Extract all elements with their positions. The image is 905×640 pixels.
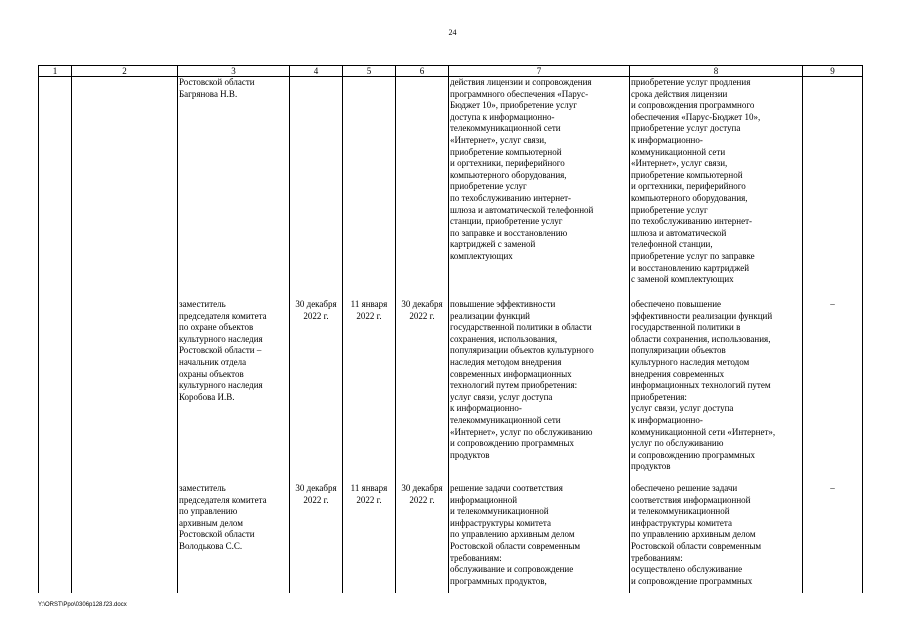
page-number: 24	[448, 28, 457, 37]
column-number: 1	[39, 66, 72, 77]
column-number: 9	[803, 66, 863, 77]
planned-result-cell: повышение эффективности реализации функций государственной политики в области сохранения, использования, популяризации объектов культурного наследия методом внедрения современных информационных технологий путем приобретения: услуг связи, услуг доступа к информационно- телекоммуникационной сети «Интернет», услуг по обслуживанию и сопровождению программных продуктов	[449, 299, 630, 483]
actual-result-cell: приобретение услуг продления срока действия лицензии и сопровождения программного обеспечения «Парус-Бюджет 10», приобретение услуг доступа к информационно- коммуникационной сети «Интернет», услуг связи, приобретение компьютерной и оргтехники, периферийного компьютерного оборудования, приобретение услуг по техобслуживанию интернет- шлюза и автоматической телефонной станции, приобретение услуг по заправке и восстановлению картриджей с заменой комплектующих	[630, 77, 803, 300]
responsible-person-cell: заместитель председателя комитета по управлению архивным делом Ростовской области Володькова С.С.	[178, 483, 290, 593]
notes-cell	[803, 77, 863, 300]
table-cell	[72, 299, 178, 483]
table-cell	[39, 77, 72, 300]
end-date-cell: 30 декабря 2022 г.	[396, 483, 449, 593]
column-number: 5	[343, 66, 396, 77]
table-row	[39, 299, 863, 483]
table-cell	[39, 483, 72, 593]
table-row	[39, 77, 863, 300]
start-date-cell	[343, 77, 396, 300]
responsible-person-cell: заместитель председателя комитета по охране объектов культурного наследия Ростовской области – начальник отдела охраны объектов культурного наследия Коробова И.В.	[178, 299, 290, 483]
end-date-cell: 30 декабря 2022 г.	[396, 299, 449, 483]
planned-date-cell	[290, 77, 343, 300]
actual-result-cell: обеспечено повышение эффективности реализации функций государственной политики в области сохранения, использования, популяризации объектов культурного наследия методом внедрения современных информационных технологий путем приобретения: услуг связи, услуг доступа к информационно- коммуникационной сети «Интернет», услуг по обслуживанию и сопровождению программных продуктов	[630, 299, 803, 483]
planned-date-cell: 30 декабря 2022 г.	[290, 299, 343, 483]
column-number: 2	[72, 66, 178, 77]
notes-cell: –	[803, 299, 863, 483]
planned-result-cell: действия лицензии и сопровождения программного обеспечения «Парус- Бюджет 10», приобретение услуг доступа к информационно- телекоммуникационной сети «Интернет», услуг связи, приобретение компьютерной и оргтехники, периферийного компьютерного оборудования, приобретение услуг по техобслуживанию интернет- шлюза и автоматической телефонной станции, приобретение услуг по заправке и восстановлению картриджей с заменой комплектующих	[449, 77, 630, 300]
responsible-person-cell: Ростовской области Багрянова Н.В.	[178, 77, 290, 300]
planned-date-cell: 30 декабря 2022 г.	[290, 483, 343, 593]
planned-result-cell: решение задачи соответствия информационной и телекоммуникационной инфраструктуры комитета по управлению архивным делом Ростовской области современным требованиям: обслуживание и сопровождение программных продуктов,	[449, 483, 630, 593]
table-cell	[39, 299, 72, 483]
table-cell	[72, 483, 178, 593]
column-number: 6	[396, 66, 449, 77]
end-date-cell	[396, 77, 449, 300]
column-number: 3	[178, 66, 290, 77]
notes-cell: –	[803, 483, 863, 593]
column-number: 4	[290, 66, 343, 77]
start-date-cell: 11 января 2022 г.	[343, 299, 396, 483]
column-number-row	[39, 66, 863, 77]
start-date-cell: 11 января 2022 г.	[343, 483, 396, 593]
column-number: 7	[449, 66, 630, 77]
table-row	[39, 483, 863, 593]
table-cell	[72, 77, 178, 300]
report-table	[38, 65, 863, 593]
file-path-footer: Y:\ORST\Ppo\0306p128.f23.docx	[38, 602, 127, 608]
column-number: 8	[630, 66, 803, 77]
actual-result-cell: обеспечено решение задачи соответствия информационной и телекоммуникационной инфраструктуры комитета по управлению архивным делом Ростовской области современным требованиям: осуществлено обслуживание и сопровождение программных	[630, 483, 803, 593]
